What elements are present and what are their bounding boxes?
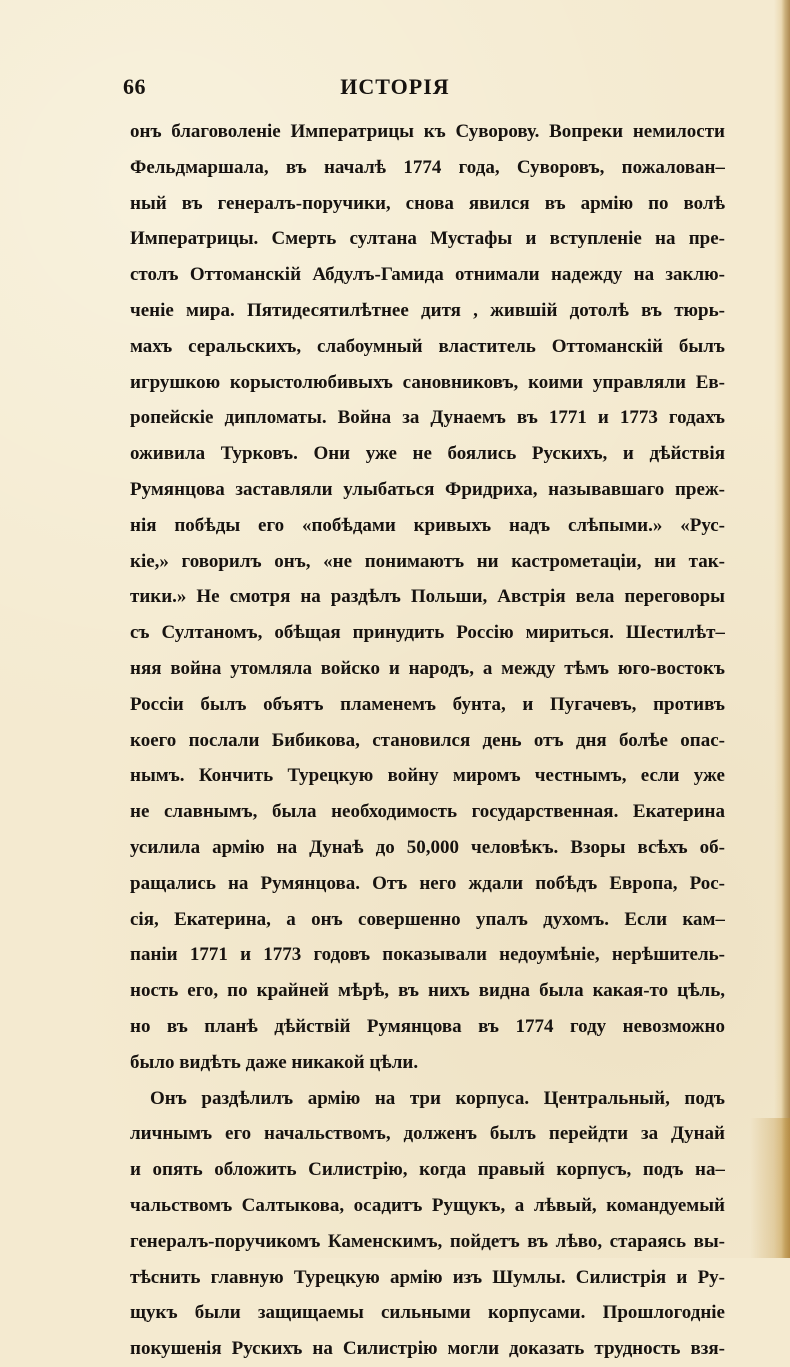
page-stain	[750, 1118, 790, 1258]
text-line: нія побѣды его «побѣдами кривыхъ надъ слѣпыми.» «Рус-	[130, 514, 725, 536]
text-line: не славнымъ, была необходимость государственная. Екатерина	[130, 801, 725, 823]
text-line: и опять обложить Силистрію, когда правый корпусъ, подъ на–	[130, 1159, 725, 1181]
text-line: личнымъ его начальствомъ, долженъ былъ перейдти за Дунай	[130, 1123, 725, 1145]
running-title: ИСТОРІЯ	[340, 74, 450, 99]
text-line: ропейскіе дипломаты. Война за Дунаемъ въ 1771 и 1773 годахъ	[130, 407, 725, 429]
text-line: игрушкою корыстолюбивыхъ сановниковъ, коими управляли Ев-	[130, 371, 725, 393]
text-line: паніи 1771 и 1773 годовъ показывали недоумѣніе, нерѣшитель-	[130, 944, 725, 966]
text-line: столъ Оттоманскій Абдулъ-Гамида отнимали надежду на заклю-	[130, 264, 725, 286]
text-line: Онъ раздѣлилъ армію на три корпуса. Центральный, подъ	[150, 1087, 725, 1109]
text-line: чальствомъ Салтыкова, осадитъ Рущукъ, а лѣвый, командуемый	[130, 1194, 725, 1216]
text-line: ный въ генералъ-поручики, снова явился въ армію по волѣ	[130, 192, 725, 214]
text-line: махъ серальскихъ, слабоумный властитель Оттоманскій былъ	[130, 335, 725, 357]
text-line: оживила Турковъ. Они уже не боялись Рускихъ, и дѣйствія	[130, 443, 725, 465]
text-line: щукъ были защищаемы сильными корпусами. Прошлогодніе	[130, 1302, 725, 1324]
text-line: коего послали Бибикова, становился день отъ дня болѣе опас-	[130, 729, 725, 751]
text-line: покушенія Рускихъ на Силистрію могли доказать трудность взя-	[130, 1338, 725, 1360]
text-line: ращались на Румянцова. Отъ него ждали побѣдъ Европа, Рос-	[130, 872, 725, 894]
text-line: Россіи былъ объятъ пламенемъ бунта, и Пугачевъ, противъ	[130, 693, 725, 715]
text-line: генералъ-поручикомъ Каменскимъ, пойдетъ въ лѣво, стараясь вы-	[130, 1230, 725, 1252]
text-line: ность его, по крайней мѣрѣ, въ нихъ видна была какая-то цѣль,	[130, 980, 725, 1002]
text-line: тѣснить главную Турецкую армію изъ Шумлы. Силистрія и Ру-	[130, 1266, 725, 1288]
text-line: сія, Екатерина, а онъ совершенно упалъ духомъ. Если кам–	[130, 908, 725, 930]
text-line: съ Султаномъ, обѣщая принудить Россію мириться. Шестилѣт–	[130, 622, 725, 644]
text-line: было видѣть даже никакой цѣли.	[130, 1051, 419, 1073]
text-line: кіе,» говорилъ онъ, «не понимаютъ ни кастрометаціи, ни так-	[130, 550, 725, 572]
text-line: онъ благоволеніе Императрицы къ Суворову. Вопреки немилости	[130, 121, 725, 142]
text-line: ченіе мира. Пятидесятилѣтнее дитя , жившій дотолѣ въ тюрь-	[130, 299, 725, 321]
page-header	[0, 74, 790, 104]
text-line: нымъ. Кончить Турецкую войну миромъ честнымъ, если уже	[130, 765, 725, 787]
text-line: Фельдмаршала, въ началѣ 1774 года, Суворовъ, пожалован–	[130, 156, 725, 178]
text-line: тики.» Не смотря на раздѣлъ Польши, Австрія вела переговоры	[130, 586, 725, 608]
text-line: но въ планѣ дѣйствій Румянцова въ 1774 году невозможно	[130, 1015, 725, 1037]
page-edge-shadow	[774, 0, 790, 1258]
text-line: усилила армію на Дунаѣ до 50,000 человѣкъ. Взоры всѣхъ об-	[130, 836, 725, 858]
text-line: няя война утомляла войско и народъ, а между тѣмъ юго-востокъ	[130, 657, 725, 679]
text-line: Императрицы. Смерть султана Мустафы и вступленіе на пре-	[130, 228, 725, 250]
body-text	[130, 114, 725, 1367]
page-number: 66	[123, 74, 146, 99]
text-line: Румянцова заставляли улыбаться Фридриха, называвшаго преж-	[130, 478, 725, 500]
